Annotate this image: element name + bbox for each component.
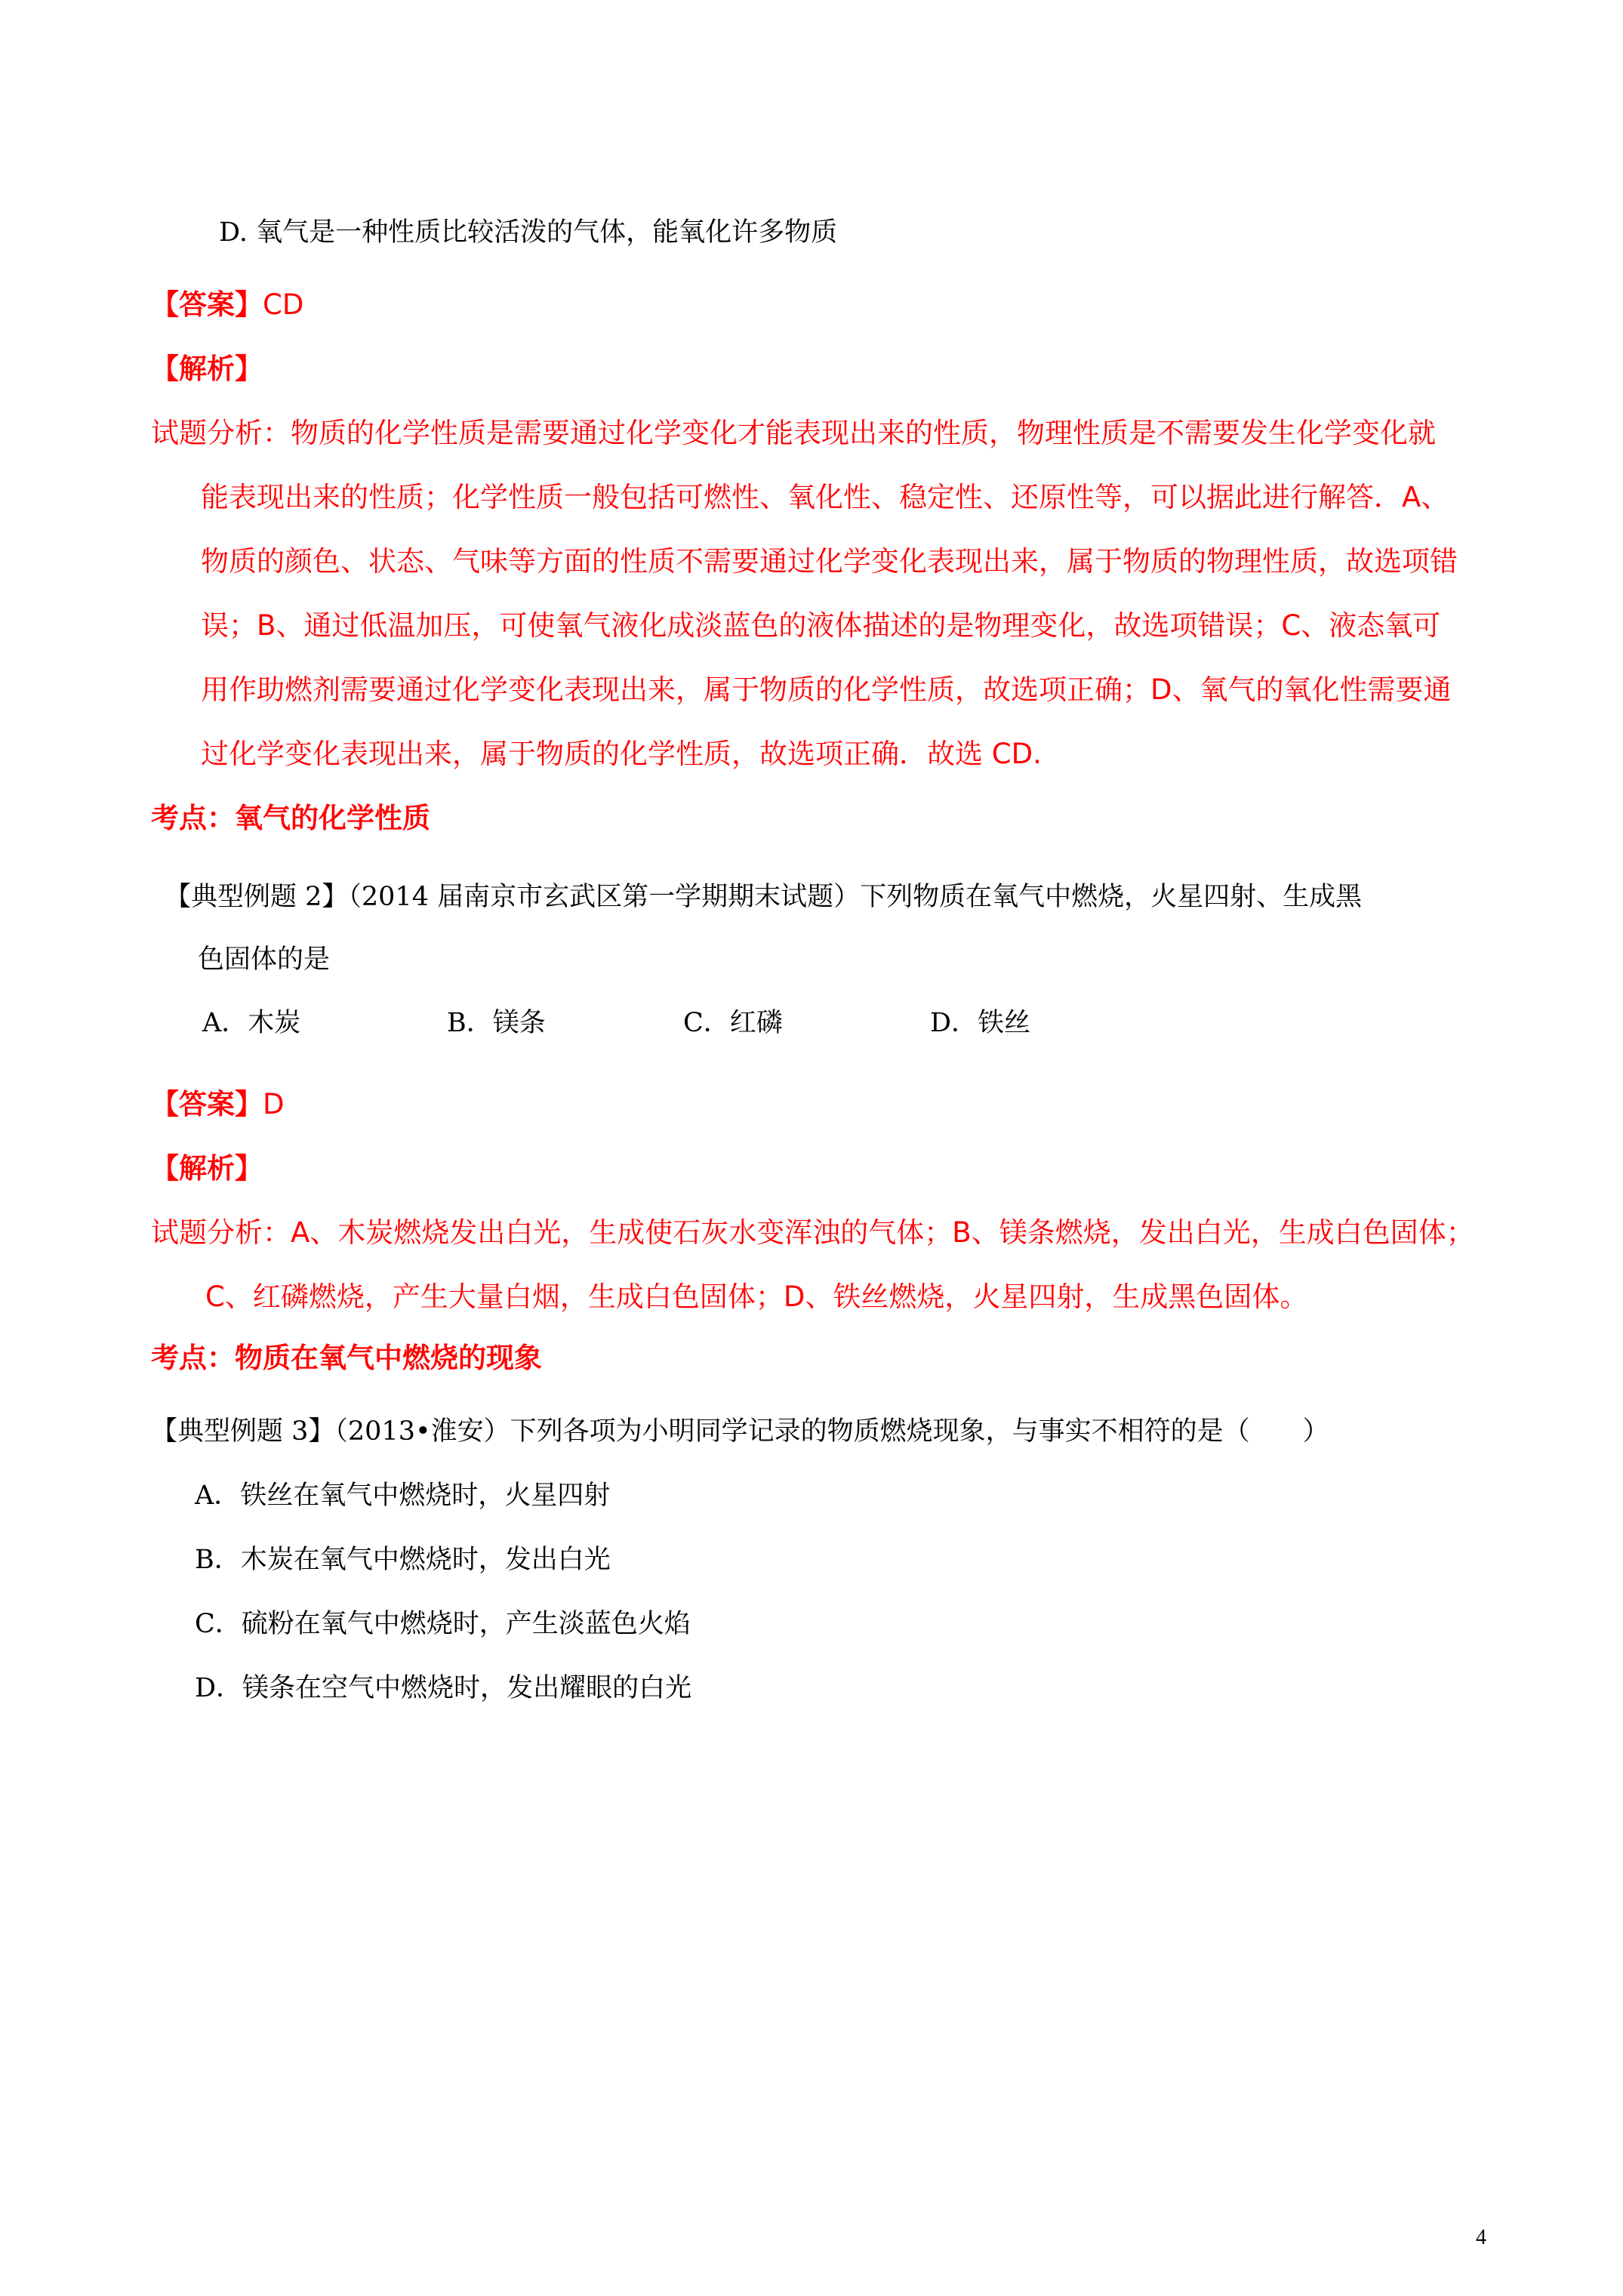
example2-options: [0, 1002, 1623, 1040]
analysis-line-4: 误；B、通过低温加压，可使氧气液化成淡蓝色的液体描述的是物理变化，故选项错误；C、液态氧可: [201, 609, 1441, 642]
page-number: 4: [1476, 2226, 1486, 2249]
analysis-line-3: 物质的颜色、状态、气味等方面的性质不需要通过化学变化表现出来，属于物质的物理性质，故选项错: [201, 545, 1458, 578]
example3-option-a: A．铁丝在氧气中燃烧时，火星四射: [195, 1481, 611, 1511]
analysis-label-2: 【解析】: [151, 1152, 263, 1185]
analysis-label: 【解析】: [151, 353, 263, 385]
example3-question: 【典型例题 3】（2013•淮安）下列各项为小明同学记录的物质燃烧现象，与事实不相符的是（ ）: [151, 1416, 1329, 1447]
example2-option-a: A．木炭: [202, 1008, 301, 1038]
option-d-text: D. 氧气是一种性质比较活泼的气体，能氧化许多物质: [219, 217, 838, 248]
example2-option-d: D．铁丝: [930, 1008, 1031, 1038]
answer-row-2: [151, 1081, 285, 1122]
answer-label: 【答案】: [151, 288, 263, 321]
answer-value-2: D: [263, 1088, 285, 1120]
example3-option-c: C．硫粉在氧气中燃烧时，产生淡蓝色火焰: [195, 1609, 691, 1639]
analysis-line-6: 过化学变化表现出来，属于物质的化学性质，故选项正确．故选 CD.: [201, 738, 1042, 770]
example2-option-b: B．镁条: [447, 1008, 546, 1038]
answer-row-1: [151, 282, 303, 322]
example3-option-d: D．镁条在空气中燃烧时，发出耀眼的白光: [195, 1673, 692, 1703]
example2-question-line-2: 色固体的是: [198, 945, 331, 975]
example2-analysis-line-1: 试题分析：A、木炭燃烧发出白光，生成使石灰水变浑浊的气体；B、镁条燃烧，发出白光，生成白色固体；: [151, 1216, 1474, 1249]
example2-option-c: C．红磷: [683, 1008, 783, 1038]
example3-option-b: B．木炭在氧气中燃烧时，发出白光: [195, 1545, 611, 1575]
example2-analysis-line-2: C、红磷燃烧，产生大量白烟，生成白色固体；D、铁丝燃烧，火星四射，生成黑色固体。: [205, 1281, 1308, 1313]
kaodian-1: 考点：氧气的化学性质: [151, 802, 430, 834]
example2-question-line-1: 【典型例题 2】（2014 届南京市玄武区第一学期期末试题）下列物质在氧气中燃烧，火星四射、生成黑: [165, 882, 1363, 912]
answer-value: CD: [263, 288, 304, 321]
analysis-line-5: 用作助燃剂需要通过化学变化表现出来，属于物质的化学性质，故选项正确；D、氧气的氧化性需要通: [201, 673, 1452, 706]
kaodian-2: 考点：物质在氧气中燃烧的现象: [151, 1342, 542, 1374]
analysis-line-2: 能表现出来的性质；化学性质一般包括可燃性、氧化性、稳定性、还原性等，可以据此进行解答．A、: [201, 481, 1449, 513]
analysis-line-1: 试题分析：物质的化学性质是需要通过化学变化才能表现出来的性质，物理性质是不需要发生化学变化就: [151, 417, 1436, 449]
answer-label-2: 【答案】: [151, 1088, 263, 1120]
